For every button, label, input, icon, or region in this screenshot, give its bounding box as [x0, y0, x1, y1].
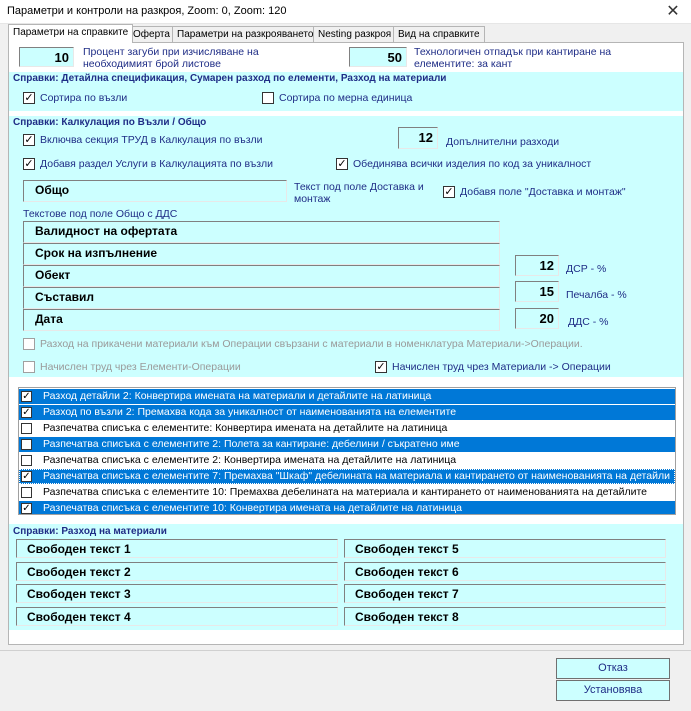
list-item[interactable]: [19, 453, 675, 468]
profit-input[interactable]: 15: [515, 281, 559, 302]
list-item-checkbox[interactable]: ✓: [22, 391, 31, 402]
cancel-button[interactable]: Отказ: [556, 658, 670, 679]
delivery-label: Добавя поле "Доставка и монтаж": [460, 186, 626, 198]
waste-percent-label: Процент загуби при изчисляване на необходимият брой листове: [83, 46, 259, 70]
list-item[interactable]: [19, 485, 675, 500]
tab-offer[interactable]: Оферта: [128, 26, 175, 42]
vat-hint-label: Текстове под поле Общо с ДДС: [23, 208, 178, 220]
profit-label: Печалба - %: [566, 289, 627, 301]
list-item[interactable]: [19, 389, 675, 404]
services-checkbox[interactable]: ✓: [24, 158, 34, 170]
list-item-label: Разпечатва списъка с елементите: Конвертира имената на детайлите на латиница: [43, 422, 448, 434]
free-text-4-input[interactable]: Свободен текст 4: [16, 607, 338, 626]
list-item-label: Разход детайли 2: Конвертира имената на материали и детайлите на латиница: [43, 390, 432, 402]
author-input[interactable]: Съставил: [23, 287, 500, 309]
services-label: Добавя раздел Услуги в Калкулацията по възли: [40, 158, 273, 170]
attached-materials-checkbox: [23, 338, 35, 350]
divider: [0, 650, 691, 651]
calculation-section-title: Справки: Калкулация по Възли / Общо: [13, 117, 207, 128]
list-item[interactable]: [19, 469, 675, 484]
delivery-checkbox[interactable]: ✓: [444, 186, 454, 198]
list-item-checkbox[interactable]: [21, 439, 32, 450]
list-item[interactable]: [19, 501, 675, 515]
free-text-3-input[interactable]: Свободен текст 3: [16, 584, 338, 603]
tab-cutting-parameters[interactable]: Параметри на разкрояването: [172, 26, 318, 42]
list-item[interactable]: [19, 405, 675, 420]
labor-elements-label: Начислен труд чрез Елементи-Операции: [40, 361, 241, 373]
vat-label: ДДС - %: [568, 316, 609, 328]
list-item[interactable]: [19, 421, 675, 436]
extra-costs-label: Допълнителни разходи: [446, 136, 560, 148]
free-text-7-input[interactable]: Свободен текст 7: [344, 584, 666, 603]
apply-button[interactable]: Установява: [556, 680, 670, 701]
execution-term-input[interactable]: Срок на изпълнение: [23, 243, 500, 265]
spec-section: [9, 72, 683, 111]
labor-section-label: Включва секция ТРУД в Калкулация по възли: [40, 134, 263, 146]
list-item-checkbox[interactable]: [21, 455, 32, 466]
list-item-checkbox[interactable]: [21, 487, 32, 498]
list-item-label: Разпечатва списъка с елементите 10: Премахва дебелината на материала и кантирането от наименованията на детайлите: [43, 486, 648, 498]
free-text-5-input[interactable]: Свободен текст 5: [344, 539, 666, 558]
list-item-label: Разход по възли 2: Премахва кода за уникалност от наименованията на елементите: [43, 406, 457, 418]
list-item-label: Разпечатва списъка с елементите 7: Премахва "Шкаф" дебелината на материала и кантирането от наименованията на детайли: [43, 470, 670, 482]
list-item-checkbox[interactable]: ✓: [22, 471, 31, 482]
materials-section-title: Справки: Разход на материали: [13, 526, 167, 537]
list-item-label: Разпечатва списъка с елементите 10: Конвертира имената на детайлите на латиница: [43, 502, 462, 514]
dsr-label: ДСР - %: [566, 263, 607, 275]
sort-nodes-label: Сортира по възли: [40, 92, 128, 104]
sort-unit-label: Сортира по мерна единица: [279, 92, 413, 104]
title-bar: [0, 0, 691, 24]
list-item[interactable]: [19, 437, 675, 452]
close-icon[interactable]: ✕: [666, 3, 680, 20]
tab-report-parameters[interactable]: Параметри на справките: [8, 24, 133, 43]
tab-nesting[interactable]: Nesting разкроя: [313, 26, 396, 42]
labor-materials-checkbox[interactable]: ✓: [376, 361, 386, 373]
window-title: Параметри и контроли на разкроя, Zoom: 0, Zoom: 120: [7, 5, 287, 17]
free-text-1-input[interactable]: Свободен текст 1: [16, 539, 338, 558]
list-item-label: Разпечатва списъка с елементите 2: Конвертира имената на детайлите на латиница: [43, 454, 457, 466]
list-item-checkbox[interactable]: ✓: [22, 407, 31, 418]
validity-text-input[interactable]: Валидност на офертата: [23, 221, 500, 243]
materials-section: [9, 524, 683, 630]
calculation-section: [9, 116, 683, 377]
edge-waste-input[interactable]: 50: [349, 47, 407, 67]
free-text-6-input[interactable]: Свободен текст 6: [344, 562, 666, 581]
dsr-input[interactable]: 12: [515, 255, 559, 276]
total-hint-label: Текст под поле Доставка и монтаж: [294, 181, 424, 205]
sort-nodes-checkbox[interactable]: ✓: [24, 92, 34, 104]
merge-products-label: Обединява всички изделия по код за уникалност: [353, 158, 592, 170]
sort-unit-checkbox[interactable]: [262, 92, 274, 104]
edge-waste-label: Технологичен отпадък при кантиране на елементите: за кант: [414, 46, 612, 70]
total-text-input[interactable]: Общо: [23, 180, 287, 202]
spec-section-title: Справки: Детайлна спецификация, Сумарен разход по елементи, Разход на материали: [13, 73, 447, 84]
list-item-label: Разпечатва списъка с елементите 2: Полета за кантиране: дебелини / съкратено име: [43, 438, 460, 450]
free-text-8-input[interactable]: Свободен текст 8: [344, 607, 666, 626]
merge-products-checkbox[interactable]: ✓: [337, 158, 347, 170]
vat-input[interactable]: 20: [515, 308, 559, 329]
tab-report-view[interactable]: Вид на справките: [393, 26, 485, 42]
list-item-checkbox[interactable]: ✓: [22, 503, 31, 514]
extra-costs-input[interactable]: 12: [398, 127, 438, 149]
labor-materials-label: Начислен труд чрез Материали -> Операции: [392, 361, 611, 373]
list-item-checkbox[interactable]: [21, 423, 32, 434]
free-text-2-input[interactable]: Свободен текст 2: [16, 562, 338, 581]
labor-elements-checkbox: [23, 361, 35, 373]
labor-section-checkbox[interactable]: ✓: [24, 134, 34, 146]
waste-percent-input[interactable]: 10: [19, 47, 74, 67]
report-parameters-panel: [8, 42, 684, 645]
object-input[interactable]: Обект: [23, 265, 500, 287]
report-options-list[interactable]: [18, 387, 676, 515]
date-input[interactable]: Дата: [23, 309, 500, 331]
attached-materials-label: Разход на прикачени материали към Операции свързани с материали в номенклатура Материали->Операции.: [40, 338, 583, 350]
